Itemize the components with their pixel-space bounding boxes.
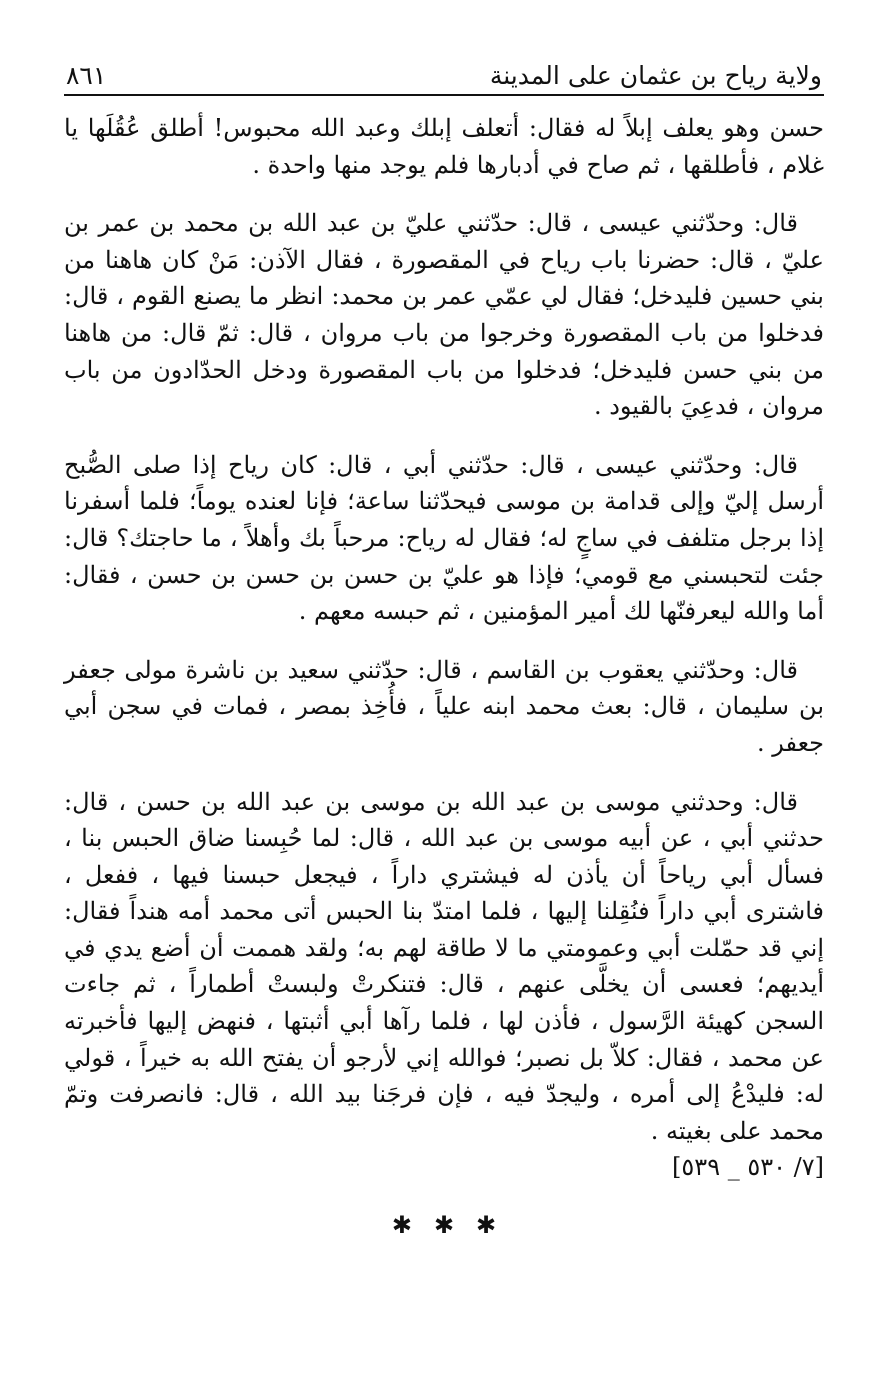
- paragraph: قال: وحدّثني يعقوب بن القاسم ، قال: حدّثني سعيد بن ناشرة مولى جعفر بن سليمان ، قال: بعث محمد ابنه علياً ، فأُخِذ بمصر ، فمات في سجن أبي جعفر .: [64, 655, 824, 757]
- body-text: [64, 110, 824, 1185]
- paragraph: حسن وهو يعلف إبلاً له فقال: أتعلف إبلك وعبد الله محبوس! أطلق عُقُلَها يا غلام ، فأطلقها ، ثم صاح في أدبارها فلم يوجد منها واحدة .: [64, 114, 824, 179]
- paragraph: قال: وحدثني موسى بن عبد الله بن موسى بن عبد الله بن حسن ، قال: حدثني أبي ، عن أبيه موسى بن عبد الله ، قال: لما حُبِسنا ضاق الحبس بنا ، فسأل أبي رياحاً أن يأذن له فيشتري داراً ، فيجعل حبسنا فيها ، ففعل ، فاشترى أبي داراً فنُقِلنا إليها ، فلما امتدّ بنا الحبس أتى محمد أمه هنداً فقال: إني قد حمّلت أبي وعمومتي ما لا طاقة لهم به؛ ولقد هممت أن أضع يدي في أيديهم؛ فعسى أن يخلَّى عنهم ، قال: فتنكرتْ ولبستْ أطماراً ، ثم جاءت السجن كهيئة الرَّسول ، فأذن لها ، فلما رآها أبي أثبتها ، فنهض إليها فأخبرته عن محمد ، فقال: كلاّ بل نصبر؛ فوالله إني لأرجو أن يفتح الله به خيراً ، قولي له: فليدْعُ إلى أمره ، وليجدّ فيه ، فإن فرجَنا بيد الله ، قال: فانصرفت وتمّ محمد على بغيته .: [64, 787, 824, 1145]
- section-separator: [64, 1211, 824, 1239]
- page-number: ٨٦١: [66, 61, 107, 90]
- running-header: [64, 52, 824, 96]
- asterism-star-icon: ✱: [391, 1211, 412, 1240]
- running-title: ولاية رياح بن عثمان على المدينة: [489, 61, 822, 90]
- book-page: [64, 52, 824, 1239]
- paragraph: قال: وحدّثني عيسى ، قال: حدّثني أبي ، قال: كان رياح إذا صلى الصُّبح أرسل إليّ وإلى قدامة بن موسى فيحدّثنا ساعة؛ فإنا لعنده يوماً؛ فلما أسفرنا إذا برجل متلفف في ساجٍ له؛ فقال له رياح: مرحباً بك وأهلاً ، ما حاجتك؟ قال: جئت لتحبسني مع قومي؛ فإذا هو عليّ بن حسن بن حسن بن حسن ، فقال: أما والله ليعرفنّها لك أمير المؤمنين ، ثم حبسه معهم .: [64, 450, 824, 626]
- paragraph: قال: وحدّثني عيسى ، قال: حدّثني عليّ بن عبد الله بن محمد بن عمر بن عليّ ، قال: حضرنا باب رياح في المقصورة ، فقال الآذن: مَنْ كان هاهنا من بني حسين فليدخل؛ فقال لي عمّي عمر بن محمد: انظر ما يصنع القوم ، قال: فدخلوا من باب المقصورة وخرجوا من باب مروان ، قال: ثمّ قال: من هاهنا من بني حسن فليدخل؛ فدخلوا من باب المقصورة ودخل الحدّادون من باب مروان ، فدعِيَ بالقيود .: [64, 209, 824, 421]
- source-citation: [٧/ ٥٣٠ _ ٥٣٩]: [672, 1153, 824, 1182]
- asterism-star-icon: ✱: [476, 1211, 497, 1240]
- asterism-star-icon: ✱: [433, 1211, 455, 1240]
